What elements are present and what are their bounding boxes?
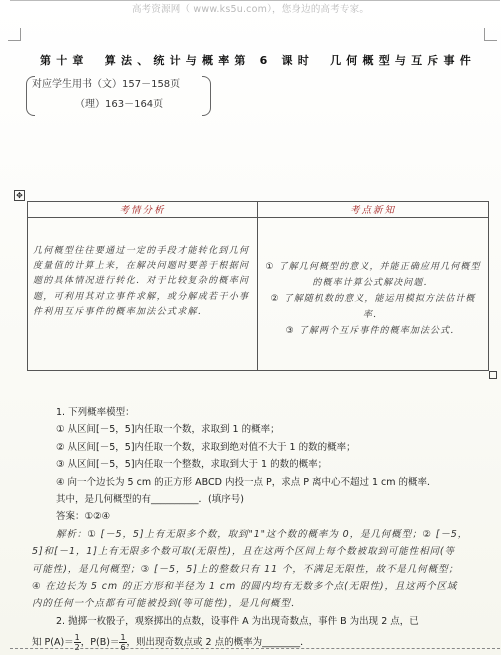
page-bottom-rule — [10, 648, 500, 649]
analysis-table — [27, 201, 489, 371]
question-1-title: 1. 下列概率模型： — [56, 407, 135, 418]
site-header: 高考资源网（ www.ks5u.com），您身边的高考专家。 — [131, 4, 370, 15]
question-1-explanation: 5]和[－1，1]上有无限多个数可取(无限性)，且在这两个区间上每个数被取到可能性相同(等 — [32, 546, 455, 558]
question-1-answer: 答案：①②④ — [56, 511, 111, 523]
fraction-denominator: 6 — [120, 643, 126, 653]
fraction-pa — [74, 633, 81, 652]
table-move-handle-icon[interactable]: ✥ — [14, 190, 25, 201]
question-1-item: ④ 向一个边长为 5 cm 的正方形 ABCD 内投一点 P，求点 P 离中心不超过 1 cm 的概率． — [56, 476, 437, 488]
crop-mark-top-right — [484, 28, 497, 41]
knowledge-list — [258, 218, 489, 371]
question-1-explanation: ④ 在边长为 5 cm 的正方形和半径为 1 cm 的圆内均有无数多个点(无限性)，且这两个区域 — [32, 581, 458, 593]
fraction-numerator: 1 — [74, 633, 80, 643]
knowledge-header: 考点新知 — [258, 202, 489, 218]
question-1-item: ① 从区间[－5，5]内任取一个数，求取到 1 的概率； — [56, 424, 280, 436]
questions-section — [32, 404, 487, 652]
question-1-explanation: 内的任何一个点都有可能被投到(等可能性)，是几何概型． — [32, 598, 302, 610]
header-rule — [10, 0, 500, 1]
fraction-denominator: 2 — [74, 643, 80, 653]
reference-line-arts: 对应学生用书（文）157－158页 — [32, 79, 181, 90]
analysis-text: 几何概型往往要通过一定的手段才能转化到几何度量值的计算上来，在解决问题时要善于根据问题的具体情况进行转化．对于比较复杂的概率问题，可利用其对立事件求解，或分解成若干小事件利用互斥事件的概率加法公式求解． — [28, 218, 258, 371]
crop-mark-top-left — [8, 28, 21, 41]
fraction-pb — [119, 633, 126, 652]
table-resize-handle[interactable] — [489, 371, 497, 379]
fraction-numerator: 1 — [120, 633, 126, 643]
question-1-explanation: 可能性)，是几何概型；③ [－5，5]上的整数只有 11 个，不满足无限性，故不是几何概型； — [32, 563, 459, 575]
question-2-probabilities — [32, 633, 487, 652]
question-1-ask: 其中，是几何概型的有__________．(填序号) — [56, 494, 244, 506]
analysis-header: 考情分析 — [28, 202, 258, 218]
question-2-prefix: 知 P(A)＝ — [32, 637, 74, 649]
question-2-suffix: ，则出现奇数点或 2 点的概率为________． — [126, 637, 310, 649]
question-1-item: ② 从区间[－5，5]内任取一个数，求取到绝对值不大于 1 的数的概率； — [56, 441, 356, 453]
chapter-title: 第十章 算法、统计与概率第 6 课时 几何概型与互斥事件 — [40, 54, 476, 67]
question-1-item: ③ 从区间[－5，5]内任取一个整数，求取到大于 1 的数的概率； — [56, 459, 328, 471]
knowledge-item: ② 了解随机数的意义，能运用模拟方法估计概率． — [270, 294, 476, 320]
question-2-mid: ，P(B)＝ — [80, 637, 120, 649]
knowledge-item: ① 了解几何概型的意义，并能正确应用几何概型的概率计算公式解决问题． — [265, 262, 481, 288]
reference-line-science: （理）163－164页 — [75, 99, 164, 110]
reference-brace-right — [202, 76, 211, 116]
question-2-text: 2. 抛掷一枚骰子，观察掷出的点数，设事件 A 为出现奇数点，事件 B 为出现 2 点，已 — [56, 615, 419, 627]
knowledge-item: ③ 了解两个互斥事件的概率加法公式． — [285, 326, 461, 336]
question-1-explanation: 解析：① [－5，5]上有无限多个数，取到"1"这个数的概率为 0，是几何概型；② [－5， — [56, 528, 469, 540]
